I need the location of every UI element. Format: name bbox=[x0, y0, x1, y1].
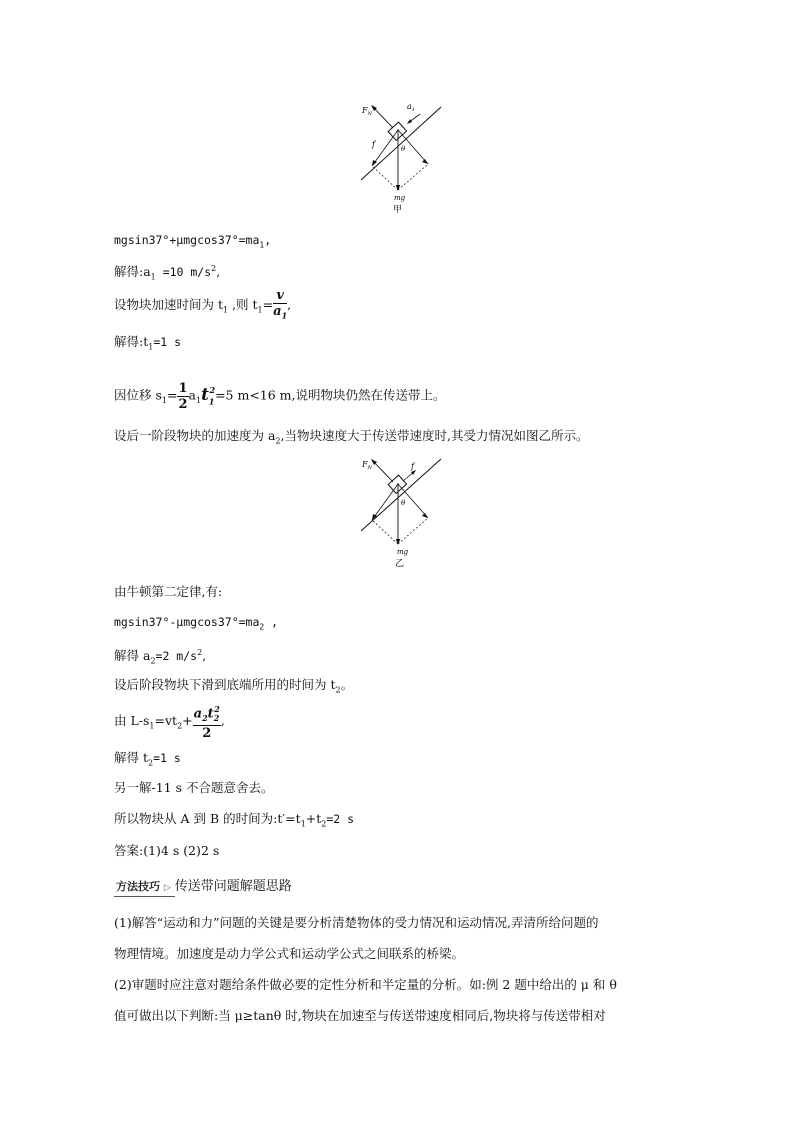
paragraph-2-line-2: 值可做出以下判断:当 μ≥tanθ 时,物块在加速至与传送带速度相同后,物块将与传送带相对 bbox=[114, 1008, 606, 1023]
later-time-line: 设后阶段物块下滑到底端所用的时间为 $t_2$。 bbox=[114, 677, 354, 695]
fn-label: $F_N$ bbox=[362, 460, 372, 471]
mg-label: mg bbox=[397, 548, 409, 556]
fraction-v-a1: $\frac{v}{a_1}$ bbox=[273, 287, 288, 321]
figure-caption-jia: 甲 bbox=[393, 205, 403, 215]
equation-line-2: $mgsin37^\circ-\mu mgcos37^\circ=ma_2$ , bbox=[114, 615, 279, 632]
triangle-arrow-icon: ▷ bbox=[163, 883, 171, 893]
mg-label: mg bbox=[394, 194, 406, 202]
f-label: f bbox=[411, 462, 414, 471]
total-time-line: 所以物块从 A 到 B 的时间为$:t'=t_1+t_2=2$ s bbox=[114, 811, 355, 829]
figure-caption-yi: 乙 bbox=[395, 559, 405, 569]
a1-label: $a_1$ bbox=[407, 102, 415, 113]
accel-time-line: 设物块加速时间为 $t_1$ ,则 $t_1=$ $\frac{v}{a_1}$ , bbox=[114, 287, 291, 323]
rejected-solution-line: 另一解-11 s 不合题意舍去。 bbox=[114, 780, 274, 795]
solution-line-a2: 解得 $a_2=2$ $m/s^2$, bbox=[114, 648, 207, 666]
answer-line: 答案:(1)4 s (2)2 s bbox=[114, 843, 220, 858]
method-tips-heading: 方法技巧 ▷ 传送带问题解题思路 bbox=[114, 878, 292, 897]
solution-line-t1: 解得$:t_1=1$ s bbox=[114, 334, 182, 352]
paragraph-1-line-2: 物理情境。加速度是动力学公式和运动学公式之间联系的桥梁。 bbox=[114, 946, 465, 961]
newton-law-line: 由牛顿第二定律,有: bbox=[114, 584, 223, 599]
force-diagram-yi-svg bbox=[355, 455, 455, 570]
force-diagram-yi bbox=[355, 455, 455, 570]
theta-label: θ bbox=[401, 499, 406, 507]
fraction-half: $\frac{1}{2}$ bbox=[178, 380, 188, 412]
method-tips-badge: 方法技巧 ▷ bbox=[114, 879, 175, 897]
solution-line-a1: 解得$:a_1 =10$ $m/s^2$, bbox=[114, 264, 221, 282]
equation-line-1: $mgsin37^\circ+\mu mgcos37^\circ=ma_1$, bbox=[114, 233, 272, 250]
solution-line-t2: 解得 $t_2=1$ s bbox=[114, 750, 181, 768]
later-stage-line: 设后一阶段物块的加速度为 $a_2$,当物块速度大于传送带速度时,其受力情况如图乙所示。 bbox=[114, 428, 589, 446]
fn-label: $F_N$ bbox=[362, 106, 372, 117]
displacement-line: 因位移 $s_1=$ $\frac{1}{2}$ $a_1t_1^2=5$ m<16 m,说明物块仍然在传送带上。 bbox=[114, 380, 446, 412]
force-diagram-jia-svg bbox=[355, 100, 455, 215]
fraction-a2t2-over-2: $\frac{a_2t_2^2}{2}$ bbox=[193, 703, 220, 742]
paragraph-1-line-1: (1)解答“运动和力”问题的关键是要分析清楚物体的受力情况和运动情况,弄清所给问题的 bbox=[114, 915, 599, 930]
paragraph-2-line-1: (2)审题时应注意对题给条件做必要的定性分析和半定量的分析。如:例 2 题中给出的 μ 和 θ bbox=[114, 977, 617, 992]
theta-label: θ bbox=[401, 145, 406, 153]
force-diagram-jia bbox=[355, 100, 455, 215]
kinematics-equation-line: 由 $L-s_1=vt_2+$ $\frac{a_2t_2^2}{2}$ , bbox=[114, 703, 225, 742]
f-label: f bbox=[372, 140, 375, 149]
